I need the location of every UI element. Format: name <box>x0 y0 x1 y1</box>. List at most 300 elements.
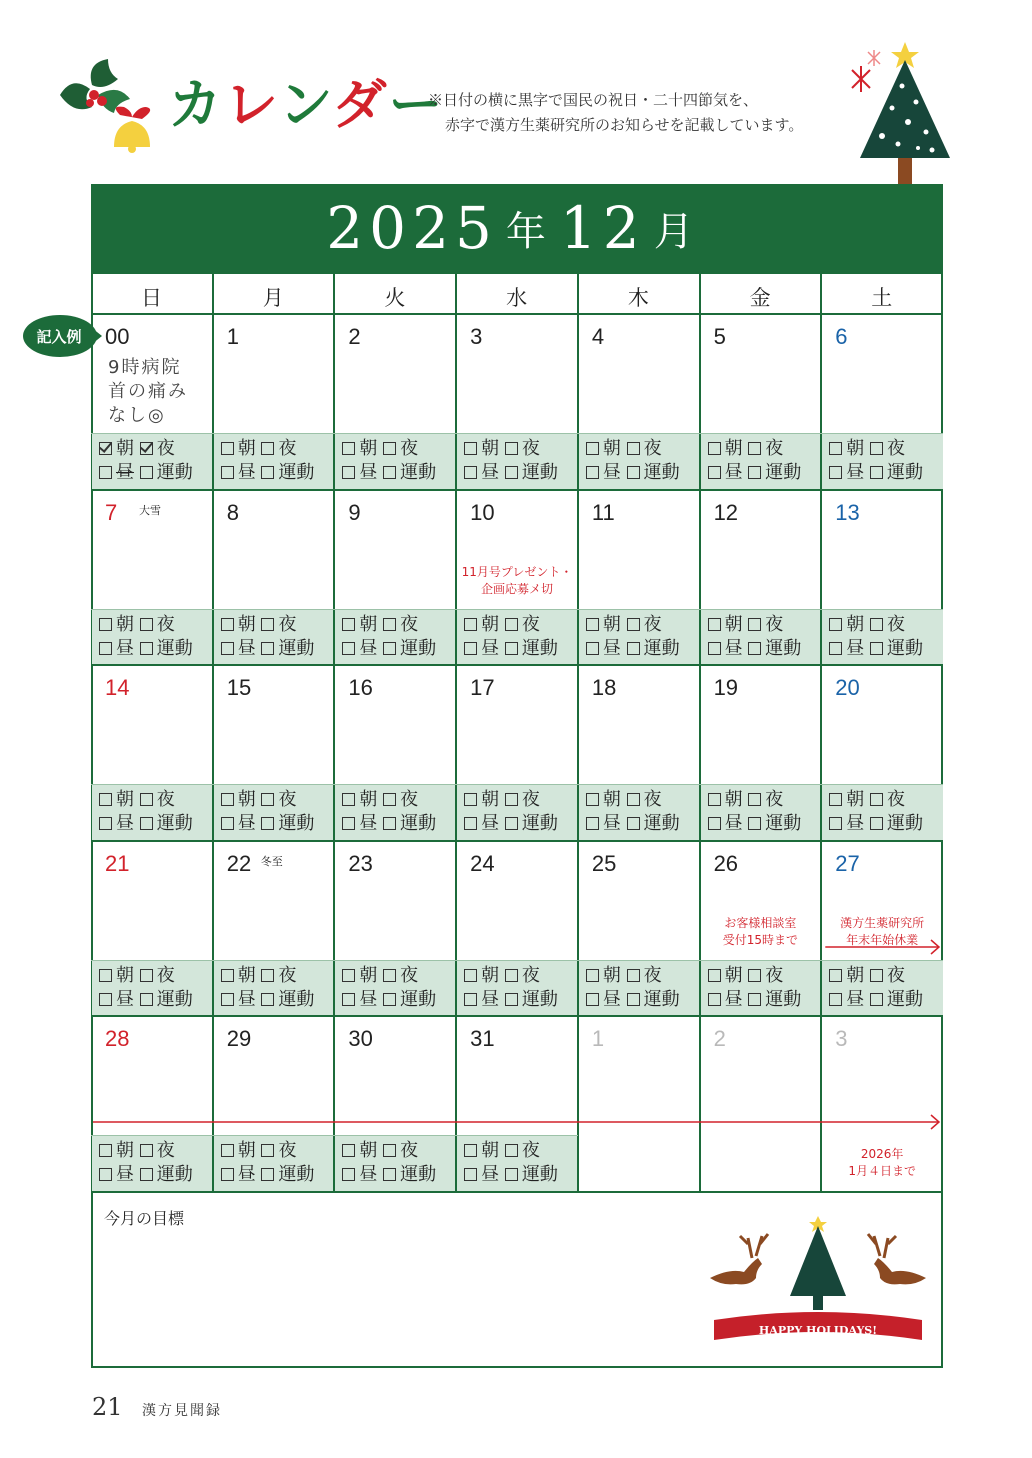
check-morning[interactable] <box>586 965 621 986</box>
check-night[interactable] <box>748 438 783 459</box>
checkbox-label: 昼 <box>116 462 134 483</box>
grid-line <box>699 272 701 1192</box>
checkbox[interactable] <box>221 642 234 655</box>
checkbox[interactable] <box>748 993 761 1006</box>
checkbox[interactable] <box>870 466 883 479</box>
check-night[interactable] <box>261 789 296 810</box>
checkbox[interactable] <box>829 969 842 982</box>
check-exercise[interactable] <box>870 989 923 1010</box>
check-noon[interactable] <box>586 989 621 1010</box>
daily-checklist <box>99 788 193 836</box>
check-exercise[interactable] <box>140 989 193 1010</box>
check-noon[interactable] <box>829 989 864 1010</box>
check-exercise[interactable] <box>140 638 193 659</box>
check-exercise[interactable] <box>383 1164 436 1185</box>
checkbox[interactable] <box>505 642 518 655</box>
check-noon[interactable] <box>342 1164 377 1185</box>
checkbox[interactable] <box>748 618 761 631</box>
checkbox[interactable] <box>870 442 883 455</box>
checkbox[interactable] <box>708 442 721 455</box>
checkbox[interactable] <box>140 1144 153 1157</box>
checkbox-label: 昼 <box>724 989 743 1010</box>
checkbox[interactable] <box>261 618 274 631</box>
checkbox[interactable] <box>221 793 234 806</box>
checkbox-label: 朝 <box>359 438 378 459</box>
check-noon[interactable] <box>99 1164 134 1185</box>
check-noon[interactable] <box>464 989 499 1010</box>
checkbox-label: 夜 <box>400 965 419 986</box>
checkbox[interactable] <box>342 466 355 479</box>
check-exercise[interactable] <box>261 638 314 659</box>
check-noon[interactable] <box>708 989 743 1010</box>
checkbox[interactable] <box>221 442 234 455</box>
checkbox[interactable] <box>586 618 599 631</box>
check-night[interactable] <box>140 1140 175 1161</box>
checkbox[interactable] <box>342 1168 355 1181</box>
checkbox-label: 朝 <box>602 789 621 810</box>
check-night[interactable] <box>627 965 662 986</box>
checkbox-label: 運動 <box>521 638 558 659</box>
checkbox[interactable] <box>586 969 599 982</box>
checkbox[interactable] <box>627 442 640 455</box>
check-morning[interactable] <box>708 438 743 459</box>
checkbox[interactable] <box>505 993 518 1006</box>
checkbox[interactable] <box>586 793 599 806</box>
checkbox[interactable] <box>99 993 112 1006</box>
check-morning[interactable] <box>99 1140 134 1161</box>
checkbox[interactable] <box>261 817 274 830</box>
daily-checklist <box>829 788 923 836</box>
check-night[interactable] <box>383 1140 418 1161</box>
checkbox-label: 昼 <box>724 462 743 483</box>
checkbox[interactable] <box>748 793 761 806</box>
checkbox[interactable] <box>261 466 274 479</box>
checkbox[interactable] <box>708 642 721 655</box>
check-noon[interactable] <box>221 638 256 659</box>
checkbox[interactable] <box>464 993 477 1006</box>
checkbox[interactable] <box>464 1144 477 1157</box>
checkbox[interactable] <box>708 969 721 982</box>
checkbox[interactable] <box>342 618 355 631</box>
checkbox[interactable] <box>99 969 112 982</box>
checkbox[interactable] <box>383 1168 396 1181</box>
check-morning[interactable] <box>342 789 377 810</box>
check-exercise[interactable] <box>870 813 923 834</box>
checkbox[interactable] <box>870 817 883 830</box>
check-morning[interactable] <box>829 965 864 986</box>
check-morning[interactable] <box>221 789 256 810</box>
checkbox-label: 朝 <box>116 1140 134 1161</box>
checkbox[interactable] <box>870 969 883 982</box>
check-noon[interactable] <box>464 813 499 834</box>
checkbox[interactable] <box>870 793 883 806</box>
checkbox-label: 運動 <box>521 813 558 834</box>
checkbox-label: 朝 <box>481 965 500 986</box>
checkbox[interactable] <box>708 618 721 631</box>
check-exercise[interactable] <box>383 813 436 834</box>
checkbox[interactable] <box>99 1144 112 1157</box>
checkbox[interactable] <box>99 817 112 830</box>
check-night[interactable] <box>627 614 662 635</box>
checkbox[interactable] <box>261 642 274 655</box>
checkbox[interactable] <box>99 642 112 655</box>
checkbox[interactable] <box>261 793 274 806</box>
day-number: 22 <box>226 851 252 876</box>
check-morning[interactable] <box>464 614 499 635</box>
check-exercise[interactable] <box>627 989 680 1010</box>
check-morning[interactable] <box>99 789 134 810</box>
checkbox[interactable] <box>505 442 518 455</box>
checkbox[interactable] <box>748 969 761 982</box>
checkbox[interactable] <box>140 793 153 806</box>
check-exercise[interactable] <box>627 813 680 834</box>
check-noon[interactable] <box>586 462 621 483</box>
checkbox[interactable] <box>221 817 234 830</box>
checkbox[interactable] <box>505 793 518 806</box>
checkbox[interactable] <box>261 969 274 982</box>
checkbox[interactable] <box>140 618 153 631</box>
check-morning[interactable] <box>221 614 256 635</box>
check-night[interactable] <box>140 789 175 810</box>
checkbox-label: 夜 <box>278 789 297 810</box>
checkbox-label: 昼 <box>359 813 378 834</box>
check-noon[interactable] <box>99 638 134 659</box>
checkbox[interactable] <box>586 817 599 830</box>
checkbox-label: 夜 <box>400 438 419 459</box>
check-noon[interactable] <box>342 638 377 659</box>
check-noon[interactable] <box>708 638 743 659</box>
checkbox[interactable] <box>140 993 153 1006</box>
checkbox[interactable] <box>708 993 721 1006</box>
check-morning[interactable] <box>829 438 864 459</box>
check-exercise[interactable] <box>627 462 680 483</box>
checkbox[interactable] <box>342 969 355 982</box>
check-night[interactable] <box>383 789 418 810</box>
check-exercise[interactable] <box>748 813 801 834</box>
checkbox[interactable] <box>829 442 842 455</box>
checkbox[interactable] <box>221 466 234 479</box>
checkbox[interactable] <box>99 466 112 479</box>
checkbox[interactable] <box>870 618 883 631</box>
check-morning[interactable] <box>708 965 743 986</box>
check-noon[interactable] <box>464 638 499 659</box>
check-night[interactable] <box>505 1140 540 1161</box>
check-morning[interactable] <box>586 438 621 459</box>
checkbox[interactable] <box>829 793 842 806</box>
check-morning[interactable] <box>221 1140 256 1161</box>
checkbox[interactable] <box>870 993 883 1006</box>
check-night[interactable] <box>748 789 783 810</box>
check-night[interactable] <box>140 438 175 459</box>
checkbox[interactable] <box>464 466 477 479</box>
checkbox[interactable] <box>140 1168 153 1181</box>
checkbox-label: 朝 <box>724 789 743 810</box>
checkbox[interactable] <box>505 466 518 479</box>
checkbox[interactable] <box>140 969 153 982</box>
check-exercise[interactable] <box>505 989 558 1010</box>
checkbox[interactable] <box>505 618 518 631</box>
check-morning[interactable] <box>464 1140 499 1161</box>
check-exercise[interactable] <box>383 989 436 1010</box>
check-night[interactable] <box>627 438 662 459</box>
check-night[interactable] <box>627 789 662 810</box>
checkbox[interactable] <box>586 993 599 1006</box>
checkbox[interactable] <box>505 1168 518 1181</box>
checkbox[interactable] <box>708 817 721 830</box>
check-morning[interactable] <box>221 438 256 459</box>
checkbox[interactable] <box>99 1168 112 1181</box>
check-exercise[interactable] <box>748 989 801 1010</box>
checkbox-label: 夜 <box>278 614 297 635</box>
checkbox[interactable] <box>464 793 477 806</box>
check-exercise[interactable] <box>505 638 558 659</box>
checkbox[interactable] <box>99 442 112 455</box>
checkbox[interactable] <box>505 817 518 830</box>
checkbox[interactable] <box>627 993 640 1006</box>
checkbox[interactable] <box>829 466 842 479</box>
checkbox[interactable] <box>627 793 640 806</box>
check-noon[interactable] <box>829 813 864 834</box>
daily-checklist <box>342 613 436 661</box>
checkbox-label: 昼 <box>481 813 500 834</box>
checkbox[interactable] <box>342 993 355 1006</box>
checkbox[interactable] <box>140 442 153 455</box>
checkbox[interactable] <box>586 642 599 655</box>
example-badge <box>22 314 102 358</box>
check-exercise[interactable] <box>505 462 558 483</box>
check-night[interactable] <box>383 614 418 635</box>
check-noon[interactable] <box>708 462 743 483</box>
checkbox[interactable] <box>586 442 599 455</box>
check-noon[interactable] <box>342 989 377 1010</box>
checkbox[interactable] <box>464 817 477 830</box>
daily-checklist <box>708 613 802 661</box>
grid-line <box>91 1015 943 1017</box>
checkbox[interactable] <box>708 466 721 479</box>
day-number: 4 <box>591 324 605 349</box>
checkbox-label: 朝 <box>846 614 865 635</box>
check-night[interactable] <box>748 965 783 986</box>
checkbox[interactable] <box>140 817 153 830</box>
checkbox[interactable] <box>870 642 883 655</box>
checkbox[interactable] <box>586 466 599 479</box>
checkbox[interactable] <box>383 442 396 455</box>
checkbox[interactable] <box>383 969 396 982</box>
checkbox[interactable] <box>829 817 842 830</box>
checkbox[interactable] <box>221 969 234 982</box>
check-exercise[interactable] <box>748 462 801 483</box>
checkbox-label: 昼 <box>846 462 865 483</box>
daily-checklist <box>99 437 193 485</box>
check-exercise[interactable] <box>748 638 801 659</box>
check-morning[interactable] <box>586 614 621 635</box>
checkbox[interactable] <box>383 793 396 806</box>
checkbox-label: 昼 <box>602 638 621 659</box>
check-night[interactable] <box>261 614 296 635</box>
checkbox-label: 朝 <box>602 438 621 459</box>
checkbox[interactable] <box>342 1144 355 1157</box>
checkbox-label: 夜 <box>643 789 662 810</box>
check-exercise[interactable] <box>261 462 314 483</box>
check-noon[interactable] <box>99 462 134 483</box>
check-noon[interactable] <box>99 989 134 1010</box>
check-noon[interactable] <box>464 462 499 483</box>
check-night[interactable] <box>505 965 540 986</box>
checkbox[interactable] <box>383 466 396 479</box>
holly-leaf <box>91 59 118 87</box>
checkbox[interactable] <box>464 969 477 982</box>
check-night[interactable] <box>870 789 905 810</box>
check-morning[interactable] <box>708 614 743 635</box>
checkbox[interactable] <box>261 442 274 455</box>
checkbox[interactable] <box>464 1168 477 1181</box>
check-morning[interactable] <box>586 789 621 810</box>
checkbox-label: 運動 <box>400 1164 437 1185</box>
check-morning[interactable] <box>99 614 134 635</box>
check-noon[interactable] <box>829 638 864 659</box>
check-night[interactable] <box>261 438 296 459</box>
check-night[interactable] <box>870 965 905 986</box>
check-noon[interactable] <box>708 813 743 834</box>
checkbox-label: 夜 <box>887 789 906 810</box>
check-noon[interactable] <box>342 813 377 834</box>
checkbox[interactable] <box>261 993 274 1006</box>
checkbox[interactable] <box>505 1144 518 1157</box>
checkbox[interactable] <box>140 642 153 655</box>
checkbox[interactable] <box>627 466 640 479</box>
daily-checklist <box>829 964 923 1012</box>
check-exercise[interactable] <box>261 1164 314 1185</box>
checkbox-label: 朝 <box>724 614 743 635</box>
checkbox[interactable] <box>748 817 761 830</box>
check-exercise[interactable] <box>627 638 680 659</box>
check-morning[interactable] <box>342 614 377 635</box>
check-morning[interactable] <box>464 438 499 459</box>
check-night[interactable] <box>383 965 418 986</box>
check-morning[interactable] <box>464 789 499 810</box>
check-morning[interactable] <box>464 965 499 986</box>
check-night[interactable] <box>505 614 540 635</box>
check-noon[interactable] <box>99 813 134 834</box>
checkbox-label: 運動 <box>156 462 193 483</box>
check-morning[interactable] <box>829 614 864 635</box>
checkbox[interactable] <box>627 969 640 982</box>
checkbox[interactable] <box>627 618 640 631</box>
checkbox[interactable] <box>748 466 761 479</box>
check-morning[interactable] <box>342 1140 377 1161</box>
checkbox[interactable] <box>140 466 153 479</box>
check-morning[interactable] <box>342 965 377 986</box>
check-night[interactable] <box>140 965 175 986</box>
check-exercise[interactable] <box>870 638 923 659</box>
checkbox[interactable] <box>383 618 396 631</box>
check-noon[interactable] <box>342 462 377 483</box>
checkbox[interactable] <box>221 618 234 631</box>
daily-checklist <box>464 964 558 1012</box>
checkbox[interactable] <box>99 793 112 806</box>
check-morning[interactable] <box>99 965 134 986</box>
check-exercise[interactable] <box>140 1164 193 1185</box>
checkbox[interactable] <box>221 1168 234 1181</box>
check-noon[interactable] <box>221 462 256 483</box>
checkbox[interactable] <box>464 442 477 455</box>
check-morning[interactable] <box>829 789 864 810</box>
checkbox[interactable] <box>342 793 355 806</box>
daily-checklist <box>342 788 436 836</box>
check-noon[interactable] <box>221 813 256 834</box>
check-night[interactable] <box>383 438 418 459</box>
check-night[interactable] <box>261 965 296 986</box>
check-exercise[interactable] <box>870 462 923 483</box>
check-night[interactable] <box>748 614 783 635</box>
checkbox[interactable] <box>342 442 355 455</box>
checkbox[interactable] <box>627 642 640 655</box>
checkbox[interactable] <box>464 642 477 655</box>
check-morning[interactable] <box>99 438 134 459</box>
checkbox[interactable] <box>829 618 842 631</box>
check-exercise[interactable] <box>505 813 558 834</box>
checkbox[interactable] <box>99 618 112 631</box>
check-exercise[interactable] <box>261 813 314 834</box>
check-night[interactable] <box>140 614 175 635</box>
check-exercise[interactable] <box>383 462 436 483</box>
checkbox[interactable] <box>627 817 640 830</box>
checkbox[interactable] <box>383 817 396 830</box>
check-noon[interactable] <box>586 813 621 834</box>
checkbox[interactable] <box>464 618 477 631</box>
check-night[interactable] <box>261 1140 296 1161</box>
checkbox-label: 朝 <box>237 965 256 986</box>
notice-line: 年末年始休業 <box>846 933 919 947</box>
checkbox[interactable] <box>748 642 761 655</box>
check-noon[interactable] <box>464 1164 499 1185</box>
checkbox[interactable] <box>383 1144 396 1157</box>
check-exercise[interactable] <box>140 813 193 834</box>
checkbox[interactable] <box>383 993 396 1006</box>
check-exercise[interactable] <box>505 1164 558 1185</box>
checkbox[interactable] <box>708 793 721 806</box>
check-night[interactable] <box>870 438 905 459</box>
checkbox[interactable] <box>261 1144 274 1157</box>
check-night[interactable] <box>505 789 540 810</box>
daily-checklist <box>464 437 558 485</box>
checkbox[interactable] <box>342 817 355 830</box>
checkbox[interactable] <box>829 642 842 655</box>
check-morning[interactable] <box>221 965 256 986</box>
check-morning[interactable] <box>708 789 743 810</box>
checkbox[interactable] <box>383 642 396 655</box>
checkbox-label: 昼 <box>359 989 378 1010</box>
checkbox-label: 運動 <box>278 462 315 483</box>
checkbox[interactable] <box>748 442 761 455</box>
check-exercise[interactable] <box>140 462 193 483</box>
checkbox[interactable] <box>221 1144 234 1157</box>
checkbox[interactable] <box>505 969 518 982</box>
checkbox[interactable] <box>829 993 842 1006</box>
check-exercise[interactable] <box>383 638 436 659</box>
checkbox[interactable] <box>261 1168 274 1181</box>
check-morning[interactable] <box>342 438 377 459</box>
check-noon[interactable] <box>829 462 864 483</box>
check-exercise[interactable] <box>261 989 314 1010</box>
checkbox[interactable] <box>342 642 355 655</box>
checkbox[interactable] <box>221 993 234 1006</box>
check-noon[interactable] <box>221 989 256 1010</box>
check-noon[interactable] <box>221 1164 256 1185</box>
check-night[interactable] <box>505 438 540 459</box>
check-noon[interactable] <box>586 638 621 659</box>
check-night[interactable] <box>870 614 905 635</box>
